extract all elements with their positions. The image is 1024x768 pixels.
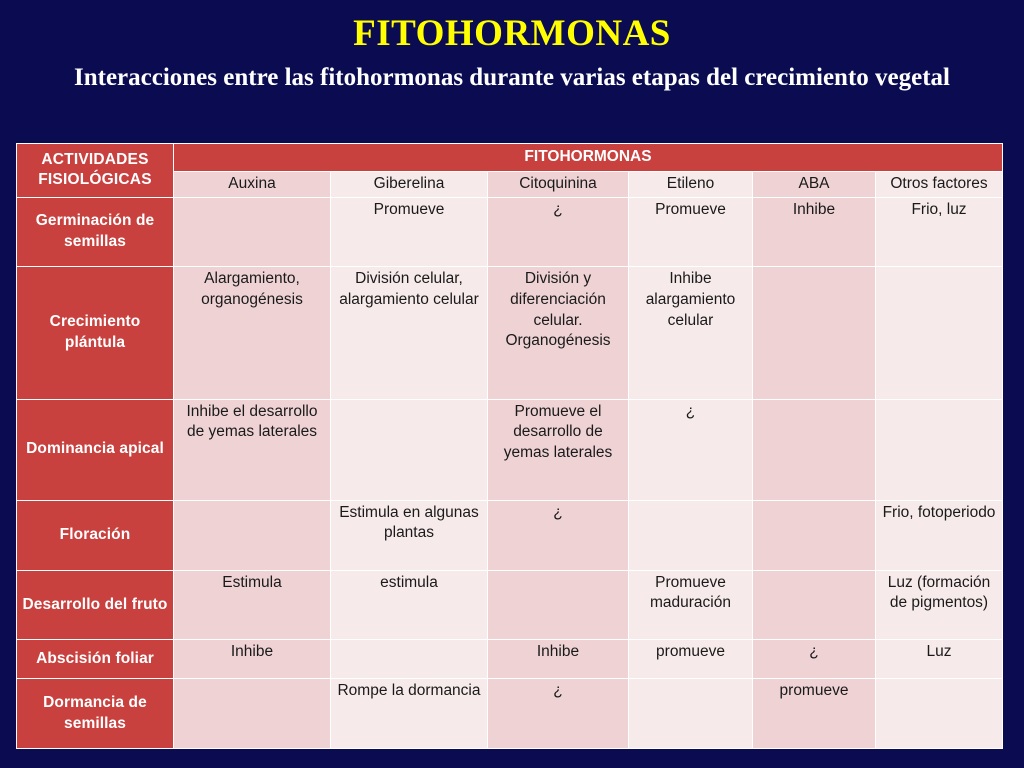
table-body: [17, 197, 1003, 748]
table-head: [17, 144, 1003, 198]
cell-dominancia-otros: [876, 399, 1003, 500]
table-row: [17, 197, 1003, 267]
page-subtitle: Interacciones entre las fitohormonas durante varias etapas del crecimiento vegetal: [73, 64, 950, 91]
cell-abscision-otros: Luz: [876, 640, 1003, 679]
column-header-giberelina: Giberelina: [331, 172, 488, 198]
row-header-germinacion-de-semillas: Germinación de semillas: [17, 197, 174, 267]
cell-germinacion-giberelina: Promueve: [331, 197, 488, 267]
cell-germinacion-etileno: Promueve: [629, 197, 753, 267]
cell-fruto-aba: [753, 570, 876, 640]
column-header-etileno: Etileno: [629, 172, 753, 198]
table-row: [17, 267, 1003, 399]
row-header-abscision-foliar: Abscisión foliar: [17, 640, 174, 679]
page-title: FITOHORMONAS: [353, 13, 671, 54]
cell-dormancia-etileno: [629, 679, 753, 749]
column-header-otros-factores: Otros factores: [876, 172, 1003, 198]
cell-abscision-giberelina: [331, 640, 488, 679]
cell-dormancia-citoquinina: ¿: [488, 679, 629, 749]
table-header-group-row: [17, 144, 1003, 172]
group-header-cell: FITOHORMONAS: [174, 144, 1003, 172]
row-header-dominancia-apical: Dominancia apical: [17, 399, 174, 500]
cell-fruto-citoquinina: [488, 570, 629, 640]
table-row: [17, 640, 1003, 679]
column-header-auxina: Auxina: [174, 172, 331, 198]
table-row: [17, 679, 1003, 749]
cell-fruto-etileno: Promueve maduración: [629, 570, 753, 640]
cell-crecimiento-citoquinina: División y diferenciación celular. Organogénesis: [488, 267, 629, 399]
cell-dominancia-giberelina: [331, 399, 488, 500]
cell-floracion-etileno: [629, 500, 753, 570]
cell-crecimiento-auxina: Alargamiento, organogénesis: [174, 267, 331, 399]
cell-dormancia-giberelina: Rompe la dormancia: [331, 679, 488, 749]
cell-floracion-aba: [753, 500, 876, 570]
cell-germinacion-citoquinina: ¿: [488, 197, 629, 267]
cell-germinacion-aba: Inhibe: [753, 197, 876, 267]
phytohormone-table: [16, 143, 1003, 749]
cell-dormancia-auxina: [174, 679, 331, 749]
cell-crecimiento-otros: [876, 267, 1003, 399]
row-header-desarrollo-del-fruto: Desarrollo del fruto: [17, 570, 174, 640]
cell-germinacion-otros: Frio, luz: [876, 197, 1003, 267]
cell-dormancia-otros: [876, 679, 1003, 749]
cell-floracion-auxina: [174, 500, 331, 570]
cell-floracion-giberelina: Estimula en algunas plantas: [331, 500, 488, 570]
row-header-dormancia-de-semillas: Dormancia de semillas: [17, 679, 174, 749]
column-header-citoquinina: Citoquinina: [488, 172, 629, 198]
cell-abscision-auxina: Inhibe: [174, 640, 331, 679]
cell-fruto-auxina: Estimula: [174, 570, 331, 640]
cell-dormancia-aba: promueve: [753, 679, 876, 749]
phytohormone-table-container: [16, 143, 1002, 749]
cell-abscision-etileno: promueve: [629, 640, 753, 679]
cell-crecimiento-aba: [753, 267, 876, 399]
table-row: [17, 399, 1003, 500]
cell-dominancia-etileno: ¿: [629, 399, 753, 500]
table-row: [17, 500, 1003, 570]
cell-abscision-aba: ¿: [753, 640, 876, 679]
cell-fruto-giberelina: estimula: [331, 570, 488, 640]
cell-germinacion-auxina: [174, 197, 331, 267]
row-header-crecimiento-plantula: Crecimiento plántula: [17, 267, 174, 399]
corner-header-cell: ACTIVIDADES FISIOLÓGICAS: [17, 144, 174, 198]
cell-abscision-citoquinina: Inhibe: [488, 640, 629, 679]
cell-dominancia-aba: [753, 399, 876, 500]
cell-dominancia-citoquinina: Promueve el desarrollo de yemas laterales: [488, 399, 629, 500]
cell-dominancia-auxina: Inhibe el desarrollo de yemas laterales: [174, 399, 331, 500]
cell-floracion-otros: Frio, fotoperiodo: [876, 500, 1003, 570]
table-row: [17, 570, 1003, 640]
row-header-floracion: Floración: [17, 500, 174, 570]
cell-crecimiento-giberelina: División celular, alargamiento celular: [331, 267, 488, 399]
cell-fruto-otros: Luz (formación de pigmentos): [876, 570, 1003, 640]
cell-floracion-citoquinina: ¿: [488, 500, 629, 570]
column-header-aba: ABA: [753, 172, 876, 198]
cell-crecimiento-etileno: Inhibe alargamiento celular: [629, 267, 753, 399]
